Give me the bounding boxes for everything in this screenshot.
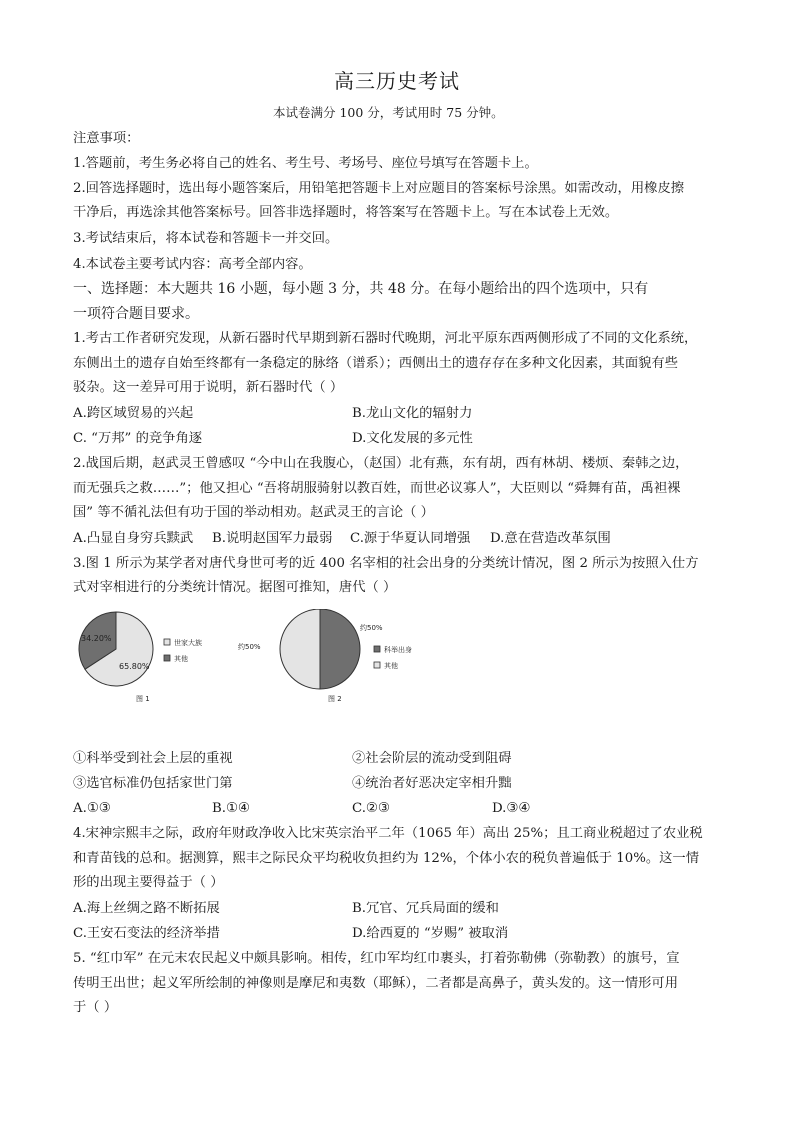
notice-item: 2.回答选择题时，选出每小题答案后，用铅笔把答题卡上对应题目的答案标号涂黑。如需改动，用橡皮擦 [73, 181, 685, 196]
question-1-stem: 驳杂。这一差异可用于说明，新石器时代（ ） [73, 380, 344, 395]
question-3-option-a: A.①③ [73, 801, 111, 816]
notice-item: 干净后，再选涂其他答案标号。回答非选择题时，将答案写在答题卡上。写在本试卷上无效。 [73, 205, 619, 220]
question-3-option-c: C.②③ [352, 801, 390, 816]
notice-heading: 注意事项： [73, 131, 140, 146]
section-heading-cont: 一项符合题目要求。 [73, 306, 199, 322]
question-4-stem: 和青苗钱的总和。据测算，熙丰之际民众平均税收负担约为 12%，个体小农的税负普遍低于 10%。这一情 [73, 851, 700, 866]
pie-slice-label: 约50% [238, 643, 261, 651]
section-heading: 一、选择题：本大题共 16 小题，每小题 3 分，共 48 分。在每小题给出的四个选项中，只有 [73, 281, 649, 297]
question-5-stem: 5. “红巾军” 在元末农民起义中颇具影响。相传，红巾军均红巾裹头，打着弥勒佛（弥勒教）的旗号，宣 [73, 951, 680, 966]
legend-swatch [164, 639, 170, 645]
question-4-option-a: A.海上丝绸之路不断拓展 [73, 901, 220, 916]
question-2-stem: 国” 等不循礼法但有功于国的举动相劝。赵武灵王的言论（ ） [73, 505, 434, 520]
figure-2-pie-chart [238, 609, 418, 704]
question-2-stem: 而无强兵之救……”；他又担心 “吾将胡服骑射以教百姓，而世必议寡人”，大臣则以 “舜舞有苗，禹袒裸 [73, 481, 681, 496]
question-1-stem: 东侧出土的遗存自始至终都有一条稳定的脉络（谱系）；西侧出土的遗存存在多种文化因素，其面貌有些 [73, 356, 679, 371]
notice-item: 1.答题前，考生务必将自己的姓名、考生号、考场号、座位号填写在答题卡上。 [73, 156, 538, 171]
pie-slice-label: 34.20% [81, 634, 112, 643]
question-2-option-d: D.意在营造改革氛围 [490, 531, 611, 546]
legend-label: 世家大族 [174, 639, 202, 647]
pie-slice [320, 609, 360, 689]
question-4-option-d: D.给西夏的 “岁赐” 被取消 [352, 926, 509, 941]
question-2-option-a: A.凸显自身穷兵黩武 [73, 531, 194, 546]
question-1-stem: 1.考古工作者研究发现，从新石器时代早期到新石器时代晚期，河北平原东西两侧形成了不同的文化系统， [73, 331, 698, 346]
legend-swatch [374, 646, 380, 652]
question-3-statement-3: ③选官标准仍包括家世门第 [73, 776, 233, 791]
question-3-statement-4: ④统治者好恶决定宰相升黜 [352, 776, 512, 791]
question-2-option-c: C.源于华夏认同增强 [350, 531, 471, 546]
pie-slice [280, 609, 320, 689]
question-3-stem: 式对宰相进行的分类统计情况。据图可推知，唐代（ ） [73, 580, 397, 595]
question-3-statement-1: ①科举受到社会上层的重视 [73, 751, 233, 766]
question-4-stem: 4.宋神宗熙丰之际，政府年财政净收入比宋英宗治平二年（1065 年）高出 25%；且工商业税超过了农业税 [73, 826, 703, 841]
question-5-stem: 于（ ） [73, 1000, 118, 1015]
notice-item: 3.考试结束后，将本试卷和答题卡一并交回。 [73, 231, 339, 246]
question-2-option-b: B.说明赵国军力最弱 [212, 531, 333, 546]
legend-label: 科举出身 [384, 646, 412, 654]
legend-label: 其他 [174, 655, 188, 663]
figure-1-pie-chart [74, 609, 239, 704]
question-2-stem: 2.战国后期，赵武灵王曾感叹 “今中山在我腹心，（赵国）北有燕，东有胡，西有林胡、楼烦、秦韩之边， [73, 456, 689, 471]
legend-swatch [374, 662, 380, 668]
question-3-statement-2: ②社会阶层的流动受到阻碍 [352, 751, 512, 766]
question-1-option-b: B.龙山文化的辐射力 [352, 406, 473, 421]
question-4-option-c: C.王安石变法的经济举措 [73, 926, 220, 941]
notice-item: 4.本试卷主要考试内容：高考全部内容。 [73, 257, 312, 272]
question-1-option-c: C. “万邦” 的竞争角逐 [73, 431, 203, 446]
legend-swatch [164, 655, 170, 661]
pie-slice-label: 65.80% [119, 662, 150, 671]
question-3-option-b: B.①④ [212, 801, 250, 816]
question-4-option-b: B.冗官、冗兵局面的缓和 [352, 901, 499, 916]
question-1-option-d: D.文化发展的多元性 [352, 431, 473, 446]
question-1-option-a: A.跨区域贸易的兴起 [73, 406, 194, 421]
question-3-option-d: D.③④ [492, 801, 531, 816]
legend-label: 其他 [384, 662, 398, 670]
page-title: 高三历史考试 [334, 69, 460, 93]
figure-caption: 图 2 [328, 695, 342, 703]
question-3-stem: 3.图 1 所示为某学者对唐代身世可考的近 400 名宰相的社会出身的分类统计情况，图 2 所示为按照入仕方 [73, 556, 699, 571]
question-5-stem: 传明王出世；起义军所绘制的神像则是摩尼和夷数（耶稣），二者都是高鼻子，黄头发的。这一情形可用 [73, 976, 679, 991]
question-4-stem: 形的出现主要得益于（ ） [73, 875, 224, 890]
pie-slice-label: 约50% [360, 624, 383, 632]
page-subtitle: 本试卷满分 100 分，考试用时 75 分钟。 [273, 105, 504, 120]
figure-caption: 图 1 [136, 695, 150, 703]
